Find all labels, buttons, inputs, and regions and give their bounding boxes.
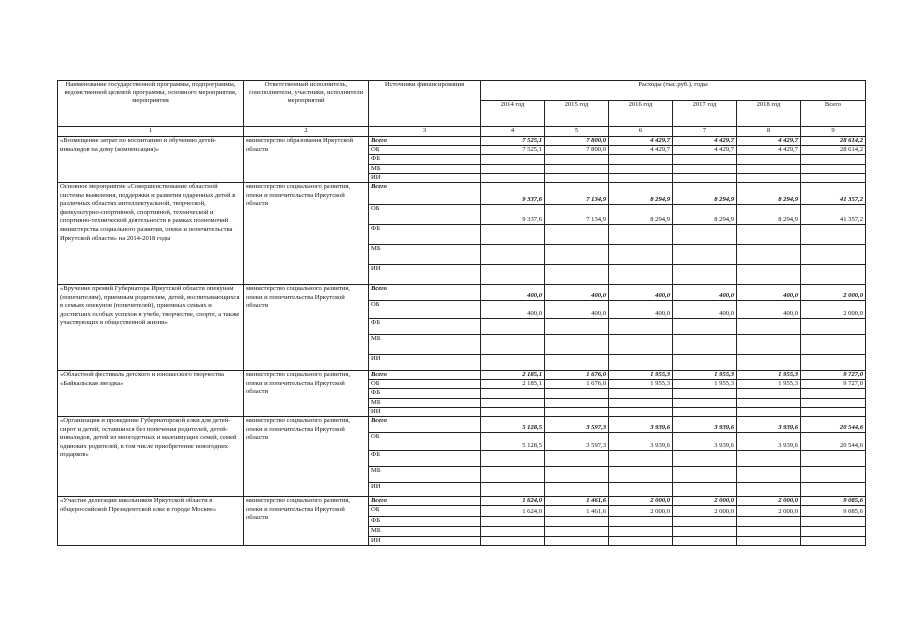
header-year-2018: 2018 год <box>737 101 801 127</box>
year-value: 3 597,3 <box>545 417 609 433</box>
year-value <box>673 451 737 467</box>
year-value: 8 294,9 <box>609 183 673 205</box>
year-value <box>609 319 673 335</box>
year-value <box>609 225 673 245</box>
year-value: 400,0 <box>737 285 801 301</box>
header-year-2015: 2015 год <box>545 101 609 127</box>
total-value <box>801 398 866 407</box>
year-value <box>481 389 545 398</box>
funding-source: ОБ <box>369 146 481 155</box>
year-value: 1 955,3 <box>673 371 737 380</box>
year-value <box>545 451 609 467</box>
year-value: 7 134,9 <box>545 205 609 225</box>
year-value <box>737 319 801 335</box>
year-value: 2 185,1 <box>481 371 545 380</box>
year-value <box>481 355 545 371</box>
year-value: 4 429,7 <box>737 146 801 155</box>
funding-source: Всего <box>369 497 481 506</box>
total-value <box>801 483 866 497</box>
year-value <box>673 335 737 355</box>
responsible-executor: министерство образования Иркутской области <box>244 137 369 183</box>
total-value <box>801 467 866 483</box>
funding-source: ФБ <box>369 517 481 527</box>
year-value <box>545 483 609 497</box>
header-year-2016: 2016 год <box>609 101 673 127</box>
year-value: 1 461,6 <box>545 506 609 517</box>
year-value <box>545 355 609 371</box>
year-value <box>609 517 673 527</box>
year-value: 8 294,9 <box>737 205 801 225</box>
year-value <box>481 155 545 164</box>
year-value <box>737 173 801 182</box>
year-value: 1 955,3 <box>737 380 801 389</box>
total-value: 20 544,6 <box>801 433 866 451</box>
total-value <box>801 155 866 164</box>
year-value: 3 939,6 <box>737 417 801 433</box>
year-value <box>481 398 545 407</box>
year-value: 400,0 <box>481 301 545 319</box>
total-value: 9 085,6 <box>801 506 866 517</box>
year-value <box>673 527 737 537</box>
year-value <box>609 389 673 398</box>
year-value: 1 955,3 <box>609 380 673 389</box>
year-value: 3 597,3 <box>545 433 609 451</box>
year-value <box>481 335 545 355</box>
year-value <box>545 155 609 164</box>
header-total: Всего <box>801 101 866 127</box>
total-value <box>801 173 866 182</box>
header-source-column: Источники финансирования <box>369 81 481 127</box>
year-value: 2 000,0 <box>737 497 801 506</box>
funding-source: ОБ <box>369 380 481 389</box>
year-value <box>609 265 673 285</box>
year-value <box>609 398 673 407</box>
document-page <box>57 80 866 546</box>
funding-source: Всего <box>369 417 481 433</box>
year-value: 7 525,1 <box>481 137 545 146</box>
year-value <box>737 407 801 416</box>
responsible-executor: министерство социального развития, опеки и попечительства Иркутской области <box>244 183 369 285</box>
year-value: 400,0 <box>673 285 737 301</box>
year-value: 4 429,7 <box>737 137 801 146</box>
total-value <box>801 537 866 546</box>
column-numbers-row <box>58 127 866 137</box>
year-value <box>481 483 545 497</box>
activity-name: «Организация и проведение Губернаторской елки для детей-сирот и детей, оставшихся без попечения родителей, детей-инвалидов, детей из многодетных и малоимущих семей, семей одиноких родителей, в том числе приобретение новогодних подарков» <box>58 417 244 497</box>
year-value <box>481 225 545 245</box>
total-value: 9 085,6 <box>801 497 866 506</box>
year-value <box>673 265 737 285</box>
year-value <box>673 245 737 265</box>
year-value <box>737 517 801 527</box>
year-value <box>673 467 737 483</box>
year-value: 9 337,6 <box>481 183 545 205</box>
year-value <box>737 164 801 173</box>
year-value: 400,0 <box>545 301 609 319</box>
header-responsible-column: Ответственный исполнитель, соисполнители, участники, исполнители мероприятий <box>244 81 369 127</box>
year-value: 1 624,0 <box>481 506 545 517</box>
year-value <box>481 265 545 285</box>
total-value <box>801 355 866 371</box>
funding-source: ФБ <box>369 319 481 335</box>
year-value <box>545 517 609 527</box>
year-value: 400,0 <box>545 285 609 301</box>
year-value <box>545 265 609 285</box>
year-value: 2 000,0 <box>673 497 737 506</box>
year-value: 2 000,0 <box>609 506 673 517</box>
funding-source: ФБ <box>369 155 481 164</box>
funding-source: ИИ <box>369 265 481 285</box>
year-value: 1 955,3 <box>737 371 801 380</box>
activity-name: «Вручение премий Губернатора Иркутской области опекунам (попечителям), приемным родителям, детей, воспитывающихся в семьях опекунов (попечителей), приемных семьях и достигших особых успехов в учебе, творчестве, спорте, а также участвующих в общественной жизни» <box>58 285 244 371</box>
funding-source: ОБ <box>369 506 481 517</box>
funding-source: ФБ <box>369 389 481 398</box>
year-value: 3 939,6 <box>609 417 673 433</box>
responsible-executor: министерство социального развития, опеки и попечительства Иркутской области <box>244 371 369 417</box>
funding-source: МБ <box>369 398 481 407</box>
total-value: 28 614,2 <box>801 146 866 155</box>
col-number: 1 <box>58 127 244 137</box>
year-value <box>545 319 609 335</box>
year-value <box>545 173 609 182</box>
year-value: 5 128,5 <box>481 417 545 433</box>
year-value <box>673 407 737 416</box>
year-value <box>737 355 801 371</box>
funding-source: Всего <box>369 285 481 301</box>
table-row <box>58 137 866 146</box>
year-value <box>545 164 609 173</box>
year-value <box>481 451 545 467</box>
table-row <box>58 285 866 301</box>
year-value: 4 429,7 <box>609 146 673 155</box>
col-number: 7 <box>673 127 737 137</box>
total-value <box>801 407 866 416</box>
year-value <box>481 245 545 265</box>
responsible-executor: министерство социального развития, опеки и попечительства Иркутской области <box>244 285 369 371</box>
year-value: 2 000,0 <box>737 506 801 517</box>
total-value <box>801 319 866 335</box>
year-value: 1 955,3 <box>609 371 673 380</box>
year-value <box>737 451 801 467</box>
table-row <box>58 497 866 506</box>
year-value <box>481 319 545 335</box>
year-value: 4 429,7 <box>609 137 673 146</box>
year-value <box>609 355 673 371</box>
year-value: 1 955,3 <box>673 380 737 389</box>
activity-name: «Возмещение затрат по воспитанию и обучению детей-инвалидов на дому (компенсация)» <box>58 137 244 183</box>
year-value <box>673 517 737 527</box>
year-value <box>673 355 737 371</box>
expenses-table <box>57 80 866 546</box>
year-value: 3 939,6 <box>673 433 737 451</box>
year-value: 2 000,0 <box>673 506 737 517</box>
year-value: 7 134,9 <box>545 183 609 205</box>
total-value <box>801 451 866 467</box>
header-year-2017: 2017 год <box>673 101 737 127</box>
year-value: 3 939,6 <box>673 417 737 433</box>
year-value <box>737 483 801 497</box>
total-value: 9 727,0 <box>801 380 866 389</box>
total-value <box>801 517 866 527</box>
col-number: 5 <box>545 127 609 137</box>
table-row <box>58 183 866 205</box>
funding-source: ИИ <box>369 407 481 416</box>
year-value <box>737 335 801 355</box>
year-value <box>609 483 673 497</box>
funding-source: ИИ <box>369 355 481 371</box>
year-value <box>737 225 801 245</box>
total-value <box>801 225 866 245</box>
year-value <box>609 245 673 265</box>
total-value <box>801 389 866 398</box>
funding-source: ОБ <box>369 433 481 451</box>
year-value: 7 800,0 <box>545 137 609 146</box>
year-value <box>481 517 545 527</box>
year-value <box>545 389 609 398</box>
col-number: 8 <box>737 127 801 137</box>
year-value <box>481 164 545 173</box>
total-value: 20 544,6 <box>801 417 866 433</box>
table-row <box>58 371 866 380</box>
year-value: 8 294,9 <box>737 183 801 205</box>
year-value <box>481 407 545 416</box>
year-value <box>737 155 801 164</box>
funding-source: МБ <box>369 164 481 173</box>
year-value: 400,0 <box>609 285 673 301</box>
year-value <box>609 173 673 182</box>
total-value <box>801 335 866 355</box>
total-value <box>801 164 866 173</box>
total-value <box>801 527 866 537</box>
header-name-column: Наименование государственной программы, подпрограммы, ведомственной целевой программы, основного мероприятия, мероприятия <box>58 81 244 127</box>
header-year-2014: 2014 год <box>481 101 545 127</box>
year-value <box>737 467 801 483</box>
funding-source: ИИ <box>369 537 481 546</box>
year-value <box>673 319 737 335</box>
year-value: 3 939,6 <box>737 433 801 451</box>
year-value <box>481 537 545 546</box>
total-value <box>801 265 866 285</box>
funding-source: МБ <box>369 467 481 483</box>
year-value <box>609 527 673 537</box>
year-value <box>545 225 609 245</box>
col-number: 6 <box>609 127 673 137</box>
year-value <box>737 265 801 285</box>
total-value: 41 357,2 <box>801 183 866 205</box>
year-value <box>737 245 801 265</box>
year-value <box>545 398 609 407</box>
year-value <box>673 164 737 173</box>
year-value: 5 128,5 <box>481 433 545 451</box>
year-value: 400,0 <box>737 301 801 319</box>
funding-source: Всего <box>369 183 481 205</box>
year-value <box>737 389 801 398</box>
year-value: 3 939,6 <box>609 433 673 451</box>
year-value <box>673 537 737 546</box>
funding-source: ИИ <box>369 173 481 182</box>
activity-name: Основное мероприятие «Совершенствование областной системы выявления, поддержки и развития одаренных детей в различных областях интеллектуальной, творческой, физкультурно-спортивной, спортивной, технической и спортивно-технической деятельности в рамках полномочий министерства социального развития, опеки и попечительства Иркутской области» на 2014-2018 годы <box>58 183 244 285</box>
funding-source: Всего <box>369 371 481 380</box>
year-value <box>609 451 673 467</box>
funding-source: ОБ <box>369 301 481 319</box>
funding-source: МБ <box>369 335 481 355</box>
year-value <box>673 225 737 245</box>
year-value: 1 676,0 <box>545 380 609 389</box>
year-value <box>673 389 737 398</box>
year-value: 9 337,6 <box>481 205 545 225</box>
year-value <box>545 407 609 416</box>
funding-source: ФБ <box>369 451 481 467</box>
year-value: 4 429,7 <box>673 146 737 155</box>
year-value <box>609 335 673 355</box>
col-number: 3 <box>369 127 481 137</box>
total-value: 9 727,0 <box>801 371 866 380</box>
funding-source: МБ <box>369 245 481 265</box>
responsible-executor: министерство социального развития, опеки и попечительства Иркутской области <box>244 497 369 546</box>
total-value: 2 000,0 <box>801 301 866 319</box>
year-value: 8 294,9 <box>609 205 673 225</box>
funding-source: ИИ <box>369 483 481 497</box>
year-value <box>545 527 609 537</box>
year-value <box>545 335 609 355</box>
col-number: 9 <box>801 127 866 137</box>
year-value <box>609 467 673 483</box>
table-row <box>58 417 866 433</box>
year-value: 2 000,0 <box>609 497 673 506</box>
year-value <box>737 537 801 546</box>
year-value <box>609 407 673 416</box>
year-value <box>481 527 545 537</box>
total-value: 41 357,2 <box>801 205 866 225</box>
year-value <box>481 467 545 483</box>
year-value <box>545 245 609 265</box>
year-value <box>673 398 737 407</box>
year-value <box>609 155 673 164</box>
year-value: 400,0 <box>481 285 545 301</box>
year-value: 7 525,1 <box>481 146 545 155</box>
activity-name: «Областной фестиваль детского и юношеского творчества «Байкальская звездка» <box>58 371 244 417</box>
year-value: 2 185,1 <box>481 380 545 389</box>
year-value <box>609 164 673 173</box>
year-value <box>609 537 673 546</box>
funding-source: Всего <box>369 137 481 146</box>
year-value: 4 429,7 <box>673 137 737 146</box>
year-value <box>737 398 801 407</box>
year-value: 1 461,6 <box>545 497 609 506</box>
header-expenses: Расходы (тыс.руб.), годы <box>481 81 866 101</box>
year-value <box>673 173 737 182</box>
year-value <box>481 173 545 182</box>
year-value: 8 294,9 <box>673 183 737 205</box>
year-value <box>673 483 737 497</box>
year-value <box>673 155 737 164</box>
funding-source: МБ <box>369 527 481 537</box>
year-value: 1 676,0 <box>545 371 609 380</box>
year-value: 7 800,0 <box>545 146 609 155</box>
year-value: 400,0 <box>609 301 673 319</box>
year-value: 1 624,0 <box>481 497 545 506</box>
year-value <box>737 527 801 537</box>
year-value <box>545 467 609 483</box>
col-number: 4 <box>481 127 545 137</box>
responsible-executor: министерство социального развития, опеки и попечительства Иркутской области <box>244 417 369 497</box>
total-value: 28 614,2 <box>801 137 866 146</box>
col-number: 2 <box>244 127 369 137</box>
funding-source: ОБ <box>369 205 481 225</box>
activity-name: «Участие делегации школьников Иркутской области в общероссийской Президентской елке в городе Москве» <box>58 497 244 546</box>
year-value: 8 294,9 <box>673 205 737 225</box>
year-value <box>545 537 609 546</box>
year-value: 400,0 <box>673 301 737 319</box>
total-value: 2 000,0 <box>801 285 866 301</box>
funding-source: ФБ <box>369 225 481 245</box>
total-value <box>801 245 866 265</box>
